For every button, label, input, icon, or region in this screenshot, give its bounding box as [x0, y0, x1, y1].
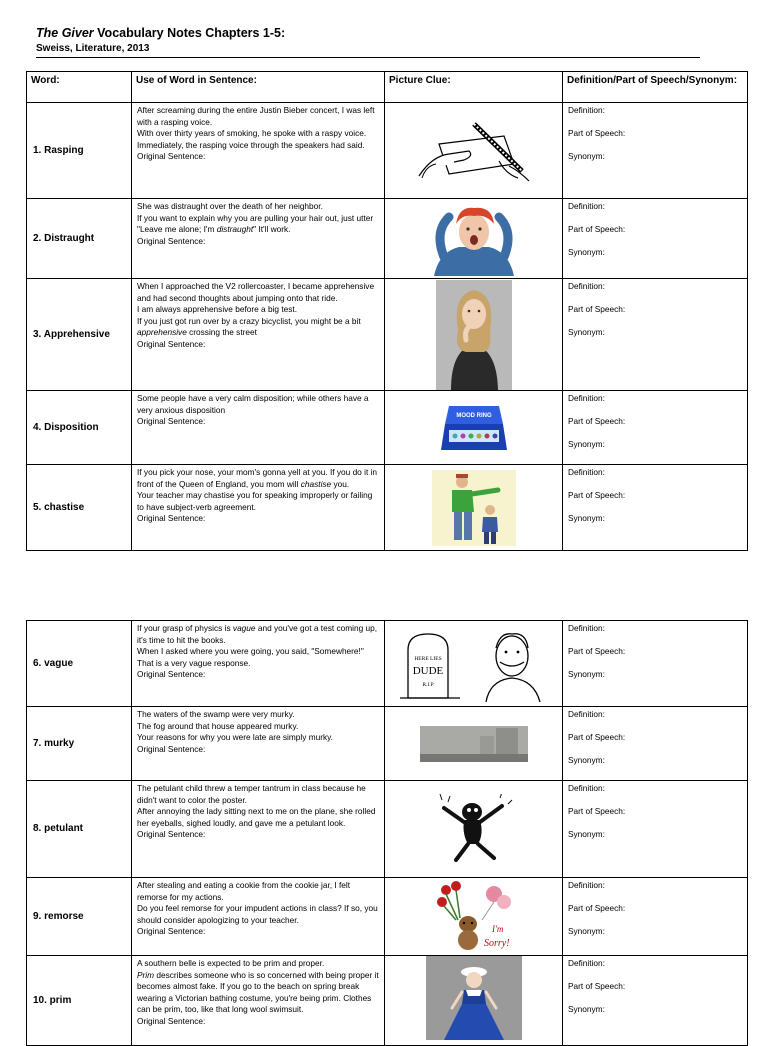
synonym-label: Synonym: — [568, 439, 605, 449]
table-row — [27, 707, 748, 781]
title-book-name: The Giver — [36, 26, 94, 40]
sentence: Your reasons for why you were late are simply murky. — [137, 732, 333, 742]
synonym-label: Synonym: — [568, 755, 605, 765]
tombstone-and-man-icon — [394, 626, 554, 702]
definition-label: Definition: — [568, 783, 605, 793]
sentence: After annoying the lady sitting next to me on the plane, she rolled her eyeballs, sighed loudly, and gave me a petulant look. — [137, 806, 376, 828]
synonym-label: Synonym: — [568, 926, 605, 936]
original-sentence-label: Original Sentence: — [137, 416, 206, 426]
original-sentence-label: Original Sentence: — [137, 926, 206, 936]
definition-label: Definition: — [568, 201, 605, 211]
definition-label: Definition: — [568, 281, 605, 291]
picture-cell — [385, 391, 563, 465]
definition-cell — [563, 465, 748, 551]
tantrum-figure-icon — [434, 794, 514, 864]
table-row — [27, 781, 748, 878]
definition-cell — [563, 103, 748, 199]
sentence: If you just got run over by a crazy bicyclist, you might be a bit apprehensive crossing the street — [137, 315, 361, 337]
synonym-label: Synonym: — [568, 513, 605, 523]
part-of-speech-label: Part of Speech: — [568, 903, 626, 913]
part-of-speech-label: Part of Speech: — [568, 304, 626, 314]
picture-cell — [385, 621, 563, 707]
sentence-cell — [132, 465, 385, 551]
picture-cell — [385, 707, 563, 781]
synonym-label: Synonym: — [568, 829, 605, 839]
synonym-label: Synonym: — [568, 151, 605, 161]
pensive-woman-icon — [436, 280, 512, 390]
sentence: Do you feel remorse for your impudent actions in class? If so, you should consider apologizing to your teacher. — [137, 903, 378, 925]
picture-cell — [385, 279, 563, 391]
tombstone-here-lies: HERE LIES — [413, 655, 442, 662]
title-rest: Vocabulary Notes Chapters 1-5: — [93, 26, 286, 40]
vocab-word: 3. Apprehensive — [27, 279, 132, 391]
sentence: After screaming during the entire Justin Bieber concert, I was left with a rasping voice. — [137, 105, 375, 127]
original-sentence-label: Original Sentence: — [137, 513, 206, 523]
synonym-label: Synonym: — [568, 247, 605, 257]
definition-cell — [563, 956, 748, 1046]
original-sentence-label: Original Sentence: — [137, 669, 206, 679]
sentence-cell — [132, 279, 385, 391]
table-row — [27, 199, 748, 279]
synonym-label: Synonym: — [568, 327, 605, 337]
man-scolding-boy-icon — [432, 470, 516, 546]
definition-label: Definition: — [568, 467, 605, 477]
sentence-cell — [132, 956, 385, 1046]
victorian-doll-icon — [426, 956, 522, 1040]
sentence: The fog around that house appeared murky. — [137, 720, 299, 731]
sorry-word: Sorry! — [483, 937, 510, 949]
col-header-picture: Picture Clue: — [385, 72, 563, 103]
part-of-speech-label: Part of Speech: — [568, 224, 626, 234]
definition-cell — [563, 878, 748, 956]
sorry-bear-icon — [434, 880, 514, 954]
definition-cell — [563, 199, 748, 279]
foggy-city-icon — [420, 726, 528, 762]
table-row — [27, 279, 748, 391]
picture-cell — [385, 878, 563, 956]
picture-cell — [385, 465, 563, 551]
sentence: If you pick your nose, your mom's gonna yell at you. If you do it in front of the Queen of England, you mom will chastise you. — [137, 467, 378, 489]
original-sentence-label: Original Sentence: — [137, 829, 206, 839]
definition-label: Definition: — [568, 880, 605, 890]
sentence-cell — [132, 621, 385, 707]
vocab-word: 2. Distraught — [27, 199, 132, 279]
sorry-im: I'm — [491, 923, 503, 934]
sentence: If your grasp of physics is vague and you've got a test coming up, it's time to hit the books. — [137, 623, 378, 645]
vocab-word: 8. petulant — [27, 781, 132, 878]
original-sentence-label: Original Sentence: — [137, 1015, 206, 1026]
sentence: Your teacher may chastise you for speaking improperly or failing to have subject-verb agreement. — [137, 490, 373, 512]
table-row — [27, 103, 748, 199]
part-of-speech-label: Part of Speech: — [568, 490, 626, 500]
part-of-speech-label: Part of Speech: — [568, 128, 626, 138]
definition-cell — [563, 781, 748, 878]
hands-filing-icon — [414, 116, 534, 186]
sentence-cell — [132, 199, 385, 279]
sentence-cell — [132, 781, 385, 878]
table-row — [27, 621, 748, 707]
definition-label: Definition: — [568, 623, 605, 633]
vocab-word: 4. Disposition — [27, 391, 132, 465]
definition-cell — [563, 391, 748, 465]
vocab-table-2 — [26, 620, 748, 1046]
table-row — [27, 956, 748, 1046]
distraught-woman-icon — [414, 202, 534, 276]
sentence: With over thirty years of smoking, he spoke with a raspy voice. — [137, 128, 367, 138]
col-header-word: Word: — [27, 72, 132, 103]
col-header-sentence: Use of Word in Sentence: — [132, 72, 385, 103]
definition-cell — [563, 707, 748, 781]
picture-cell — [385, 956, 563, 1046]
table-row — [27, 465, 748, 551]
header-rule — [36, 57, 700, 58]
sentence: When I asked where you were going, you said, "Somewhere!" That is a very vague response. — [137, 646, 364, 668]
picture-cell — [385, 103, 563, 199]
original-sentence-label: Original Sentence: — [137, 151, 206, 161]
definition-label: Definition: — [568, 958, 605, 968]
vocab-table-1 — [26, 71, 748, 551]
definition-cell — [563, 621, 748, 707]
sentence: If you want to explain why you are pulling your hair out, just utter "Leave me alone; I'm distraught" It'll work. — [137, 212, 374, 234]
definition-label: Definition: — [568, 393, 605, 403]
vocab-word: 5. chastise — [27, 465, 132, 551]
tombstone-dude: DUDE — [412, 664, 443, 677]
sentence: Prim describes someone who is so concerned with being proper it becomes almost fake. If you go to the beach on spring break wearing a Victorian bathing costume, you're being prim. Clothes can be prim, too, like that long wool swimsuit. — [137, 969, 379, 1014]
page-header — [36, 26, 700, 54]
col-header-definition: Definition/Part of Speech/Synonym: — [563, 72, 748, 103]
part-of-speech-label: Part of Speech: — [568, 806, 626, 816]
sentence: After stealing and eating a cookie from the cookie jar, I felt remorse for my actions. — [137, 880, 351, 902]
mood-ring-label: MOOD RING — [455, 412, 492, 419]
vocab-word: 10. prim — [27, 956, 132, 1046]
original-sentence-label: Original Sentence: — [137, 235, 206, 246]
vocab-word: 6. vague — [27, 621, 132, 707]
definition-label: Definition: — [568, 709, 605, 719]
sentence: Immediately, the rasping voice through the speakers had said. — [137, 139, 365, 150]
vocab-word: 1. Rasping — [27, 103, 132, 199]
sentence: She was distraught over the death of her neighbor. — [137, 201, 323, 211]
page-title — [36, 26, 700, 41]
sentence-cell — [132, 878, 385, 956]
synonym-label: Synonym: — [568, 669, 605, 679]
table-row — [27, 391, 748, 465]
original-sentence-label: Original Sentence: — [137, 338, 206, 349]
part-of-speech-label: Part of Speech: — [568, 981, 626, 991]
sentence-cell — [132, 707, 385, 781]
synonym-label: Synonym: — [568, 1004, 605, 1014]
table-row — [27, 878, 748, 956]
definition-cell — [563, 279, 748, 391]
page-subtitle: Sweiss, Literature, 2013 — [36, 43, 150, 54]
vocab-word: 7. murky — [27, 707, 132, 781]
picture-cell — [385, 781, 563, 878]
tombstone-rip: R.I.P — [421, 681, 434, 688]
sentence-cell — [132, 391, 385, 465]
part-of-speech-label: Part of Speech: — [568, 416, 626, 426]
sentence: A southern belle is expected to be prim and proper. — [137, 958, 325, 968]
original-sentence-label: Original Sentence: — [137, 743, 206, 754]
picture-cell — [385, 199, 563, 279]
part-of-speech-label: Part of Speech: — [568, 646, 626, 656]
sentence: When I approached the V2 rollercoaster, I became apprehensive and had second thoughts about jumping onto that ride. — [137, 281, 375, 303]
sentence: Some people have a very calm disposition; while others have a very anxious disposition — [137, 393, 369, 415]
vocab-word: 9. remorse — [27, 878, 132, 956]
sentence: The petulant child threw a temper tantrum in class because he didn't want to color the poster. — [137, 783, 366, 805]
sentence: I am always apprehensive before a big test. — [137, 304, 298, 314]
sentence-cell — [132, 103, 385, 199]
mood-ring-box-icon — [439, 402, 509, 454]
part-of-speech-label: Part of Speech: — [568, 732, 626, 742]
definition-label: Definition: — [568, 105, 605, 115]
table-header-row — [27, 72, 748, 103]
sentence: The waters of the swamp were very murky. — [137, 709, 295, 719]
